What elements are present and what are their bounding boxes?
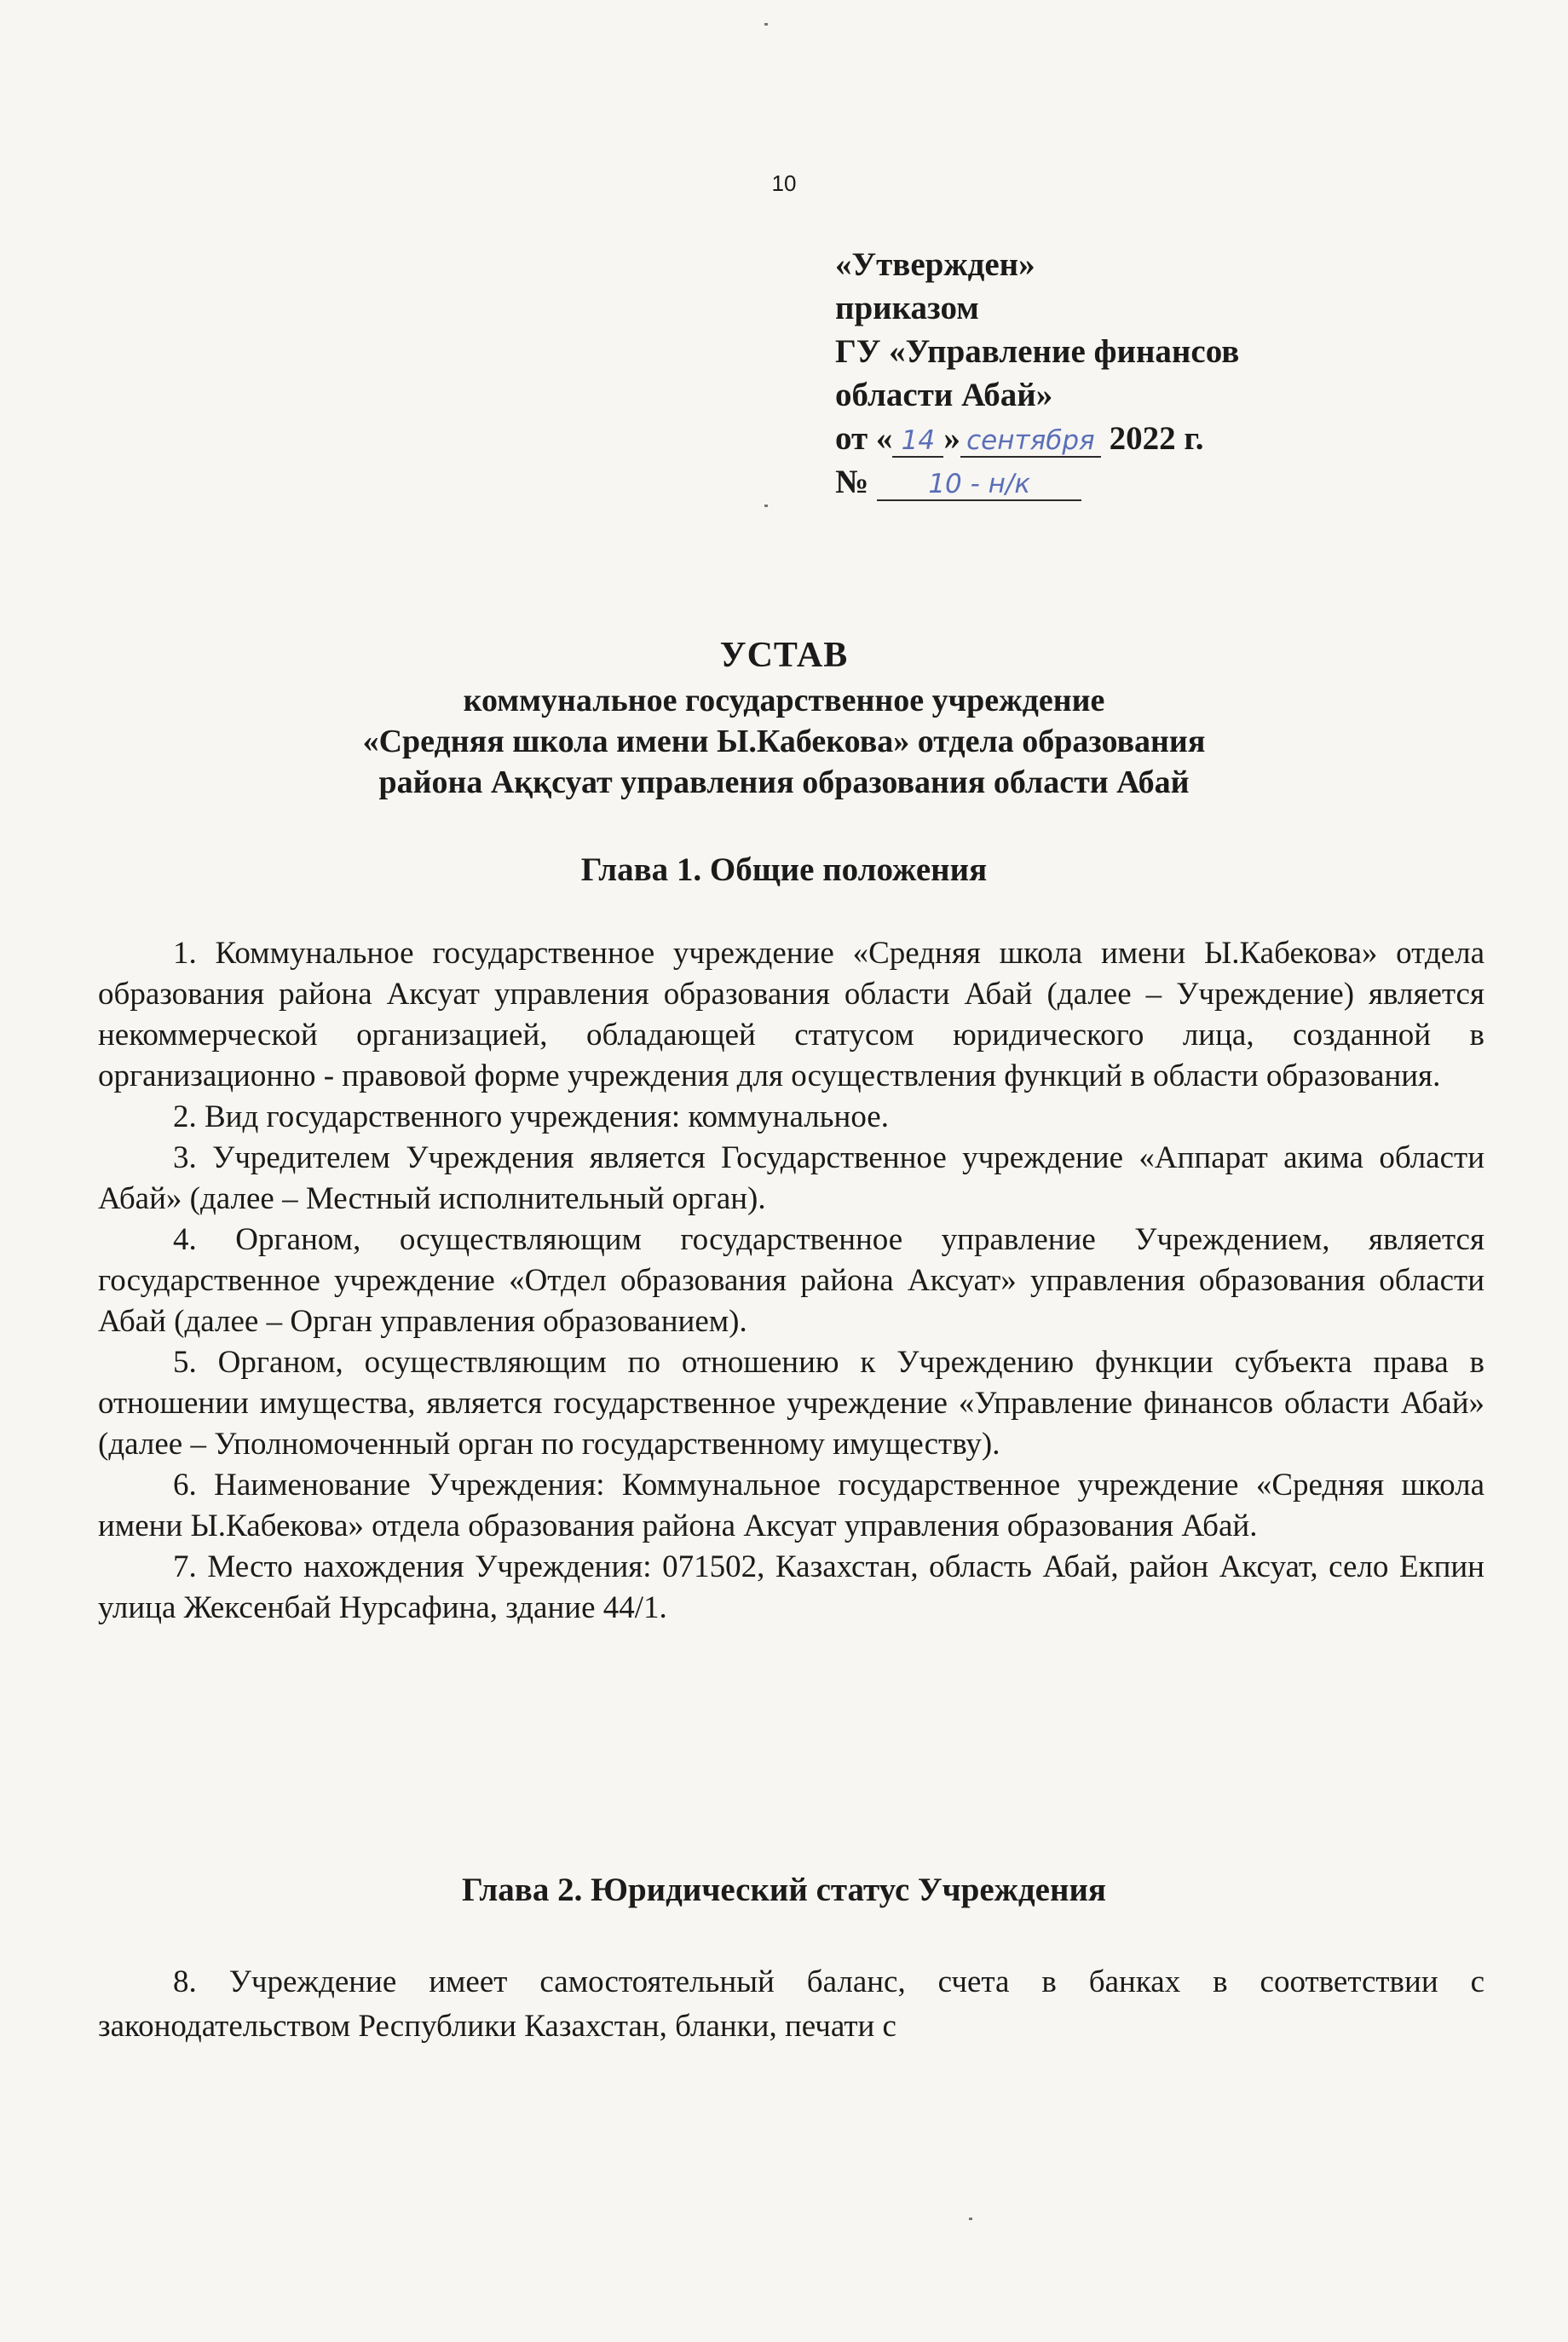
paragraph-2: 2. Вид государственного учреждения: коммунальное. <box>173 1099 889 1134</box>
chapter-2-heading: Глава 2. Юридический статус Учреждения <box>461 1872 1107 1908</box>
chapter-1-body <box>98 933 1484 1629</box>
document-title <box>0 631 1568 803</box>
paragraph-1: 1. Коммунальное государственное учреждение «Средняя школа имени Ы.Кабекова» отдела образования района Аксуат управления образования области Абай (далее – Учреждение) является некоммерческой организацией, обладающей статусом юридического лица, созданной в организационно - правовой форме учреждения для осуществления функций в области образования. <box>98 936 1484 1093</box>
handwritten-month: сентября <box>960 425 1101 458</box>
scan-speck <box>969 2218 972 2220</box>
paragraph-8: 8. Учреждение имеет самостоятельный баланс, счета в банках в соответствии с законодательством Республики Казахстан, бланки, печати с <box>98 1964 1484 2044</box>
handwritten-day: 14 <box>892 425 943 458</box>
scan-speck <box>764 23 768 26</box>
paragraph-3: 3. Учредителем Учреждения является Государственное учреждение «Аппарат акима области Абай» (далее – Местный исполнительный орган). <box>98 1140 1484 1216</box>
chapter-2-body <box>98 1960 1484 2049</box>
date-year: 2022 г. <box>1109 420 1204 457</box>
approval-number-line <box>835 460 1239 504</box>
title-line-2: «Средняя школа имени Ы.Кабекова» отдела образования <box>362 724 1206 759</box>
title-main: УСТАВ <box>719 636 849 675</box>
handwritten-order-number: 10 - н/к <box>877 469 1081 501</box>
number-label: № <box>835 464 869 500</box>
approval-line-1: «Утвержден» <box>835 246 1035 283</box>
paragraph-4: 4. Органом, осуществляющим государственное управление Учреждением, является государственное учреждение «Отдел образования района Аксуат» управления образования области Абай (далее – Орган управления образованием). <box>98 1222 1484 1339</box>
page-number: 10 <box>771 170 797 196</box>
chapter-1-heading: Глава 1. Общие положения <box>580 851 988 888</box>
date-prefix: от « <box>835 420 893 457</box>
paragraph-5: 5. Органом, осуществляющим по отношению к Учреждению функции субъекта права в отношении имущества, является государственное учреждение «Управление финансов области Абай» (далее – Уполномоченный орган по государственному имуществу). <box>98 1345 1484 1462</box>
paragraph-7: 7. Место нахождения Учреждения: 071502, Казахстан, область Абай, район Аксуат, село Екпин улица Жексенбай Нурсафина, здание 44/1. <box>98 1549 1484 1625</box>
approval-line-4: области Абай» <box>835 377 1053 413</box>
date-mid: » <box>943 420 960 457</box>
title-line-1: коммунальное государственное учреждение <box>463 683 1105 718</box>
title-line-3: района Аққсуат управления образования области Абай <box>378 764 1190 800</box>
approval-block <box>835 243 1239 504</box>
approval-line-2: приказом <box>835 290 979 326</box>
approval-date-line <box>835 417 1239 460</box>
approval-line-3: ГУ «Управление финансов <box>835 333 1240 370</box>
scan-speck <box>764 505 768 507</box>
paragraph-6: 6. Наименование Учреждения: Коммунальное государственное учреждение «Средняя школа имени Ы.Кабекова» отдела образования района Аксуат управления образования Абай. <box>98 1468 1484 1543</box>
